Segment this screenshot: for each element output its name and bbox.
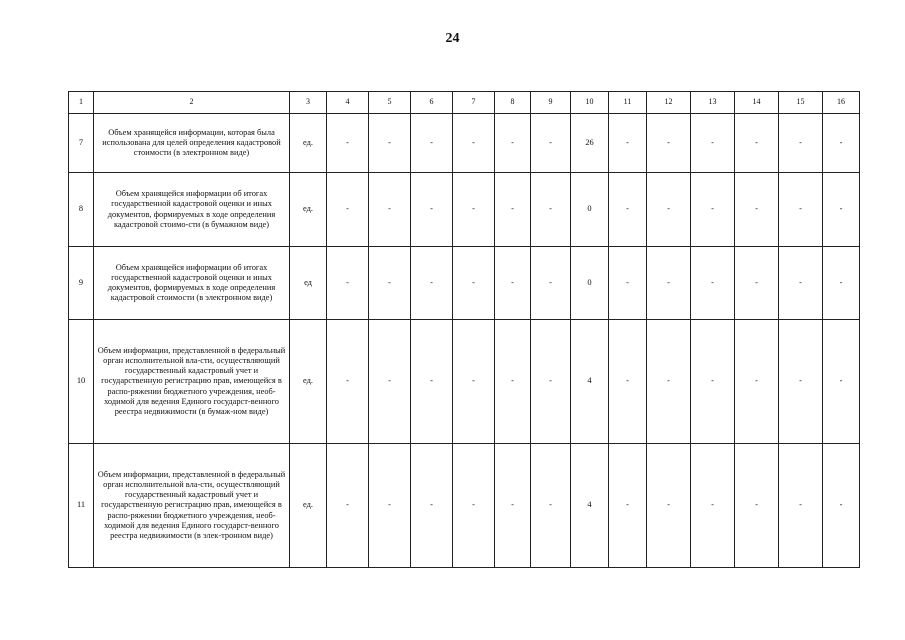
row-number: 10 <box>69 320 94 444</box>
row-unit: ед. <box>290 444 327 568</box>
header-cell: 1 <box>69 92 94 114</box>
header-cell: 13 <box>691 92 735 114</box>
table-row <box>69 320 860 444</box>
row-number: 7 <box>69 114 94 173</box>
value-cell: - <box>647 114 691 173</box>
value-cell: - <box>453 320 495 444</box>
row-unit: ед. <box>290 320 327 444</box>
header-cell: 16 <box>823 92 860 114</box>
data-table <box>68 91 860 568</box>
value-cell: - <box>779 320 823 444</box>
value-cell: - <box>495 247 531 320</box>
value-cell: - <box>823 173 860 247</box>
value-cell: 0 <box>571 173 609 247</box>
value-cell: - <box>779 173 823 247</box>
row-number: 8 <box>69 173 94 247</box>
value-cell: - <box>647 247 691 320</box>
value-cell: - <box>735 247 779 320</box>
value-cell: - <box>369 247 411 320</box>
value-cell: - <box>531 247 571 320</box>
value-cell: - <box>495 444 531 568</box>
header-cell: 8 <box>495 92 531 114</box>
value-cell: - <box>411 247 453 320</box>
page-number: 24 <box>445 31 460 46</box>
value-cell: - <box>495 320 531 444</box>
header-cell: 5 <box>369 92 411 114</box>
value-cell: - <box>531 173 571 247</box>
row-unit: ед. <box>290 173 327 247</box>
value-cell: - <box>609 247 647 320</box>
header-cell: 4 <box>327 92 369 114</box>
row-unit: ед <box>290 247 327 320</box>
value-cell: 4 <box>571 444 609 568</box>
row-description: Объем хранящейся информации, которая была использована для целей определения кадастровой стоимости (в электронном виде) <box>94 114 290 173</box>
row-number: 11 <box>69 444 94 568</box>
value-cell: - <box>647 320 691 444</box>
value-cell: - <box>735 320 779 444</box>
value-cell: - <box>823 444 860 568</box>
value-cell: - <box>495 173 531 247</box>
header-cell: 6 <box>411 92 453 114</box>
value-cell: - <box>647 173 691 247</box>
value-cell: - <box>735 114 779 173</box>
value-cell: - <box>327 114 369 173</box>
header-cell: 11 <box>609 92 647 114</box>
value-cell: - <box>735 444 779 568</box>
row-description: Объем информации, представленной в федеральный орган исполнительной вла-сти, осуществляющий государственный кадастровый учет и государственную регистрацию прав, имеющейся в распо-ряжении бюджетного учреждения, необ-ходимой для ведения Единого государст-венного реестра недвижимости (в элек-тронном виде) <box>94 444 290 568</box>
header-cell: 3 <box>290 92 327 114</box>
row-description: Объем хранящейся информации об итогах государственной кадастровой оценки и иных документов, формируемых в ходе определения кадастровой стоимости (в электронном виде) <box>94 247 290 320</box>
value-cell: - <box>609 320 647 444</box>
value-cell: - <box>647 444 691 568</box>
value-cell: - <box>495 114 531 173</box>
value-cell: - <box>691 114 735 173</box>
table-row <box>69 247 860 320</box>
table-row <box>69 114 860 173</box>
value-cell: - <box>779 247 823 320</box>
value-cell: - <box>779 114 823 173</box>
header-cell: 7 <box>453 92 495 114</box>
header-row <box>69 92 860 114</box>
value-cell: - <box>531 114 571 173</box>
value-cell: - <box>411 320 453 444</box>
value-cell: - <box>691 173 735 247</box>
value-cell: - <box>609 114 647 173</box>
row-number: 9 <box>69 247 94 320</box>
value-cell: - <box>735 173 779 247</box>
value-cell: - <box>691 247 735 320</box>
value-cell: - <box>369 444 411 568</box>
value-cell: 26 <box>571 114 609 173</box>
header-cell: 14 <box>735 92 779 114</box>
value-cell: - <box>327 247 369 320</box>
value-cell: - <box>369 173 411 247</box>
value-cell: - <box>531 320 571 444</box>
value-cell: - <box>369 114 411 173</box>
row-description: Объем хранящейся информации об итогах государственной кадастровой оценки и иных документов, формируемых в ходе определения кадастровой стоимо-сти (в бумажном виде) <box>94 173 290 247</box>
value-cell: - <box>411 114 453 173</box>
header-cell: 12 <box>647 92 691 114</box>
value-cell: 4 <box>571 320 609 444</box>
value-cell: - <box>609 173 647 247</box>
header-cell: 2 <box>94 92 290 114</box>
row-unit: ед. <box>290 114 327 173</box>
row-description: Объем информации, представленной в федеральный орган исполнительной вла-сти, осуществляющий государственный кадастровый учет и государственную регистрацию прав, имеющейся в распо-ряжении бюджетного учреждения, необ-ходимой для ведения Единого государст-венного реестра недвижимости (в бумаж-ном виде) <box>94 320 290 444</box>
value-cell: - <box>823 247 860 320</box>
value-cell: - <box>779 444 823 568</box>
value-cell: - <box>823 320 860 444</box>
value-cell: - <box>327 320 369 444</box>
value-cell: - <box>453 114 495 173</box>
table-row <box>69 173 860 247</box>
value-cell: - <box>691 444 735 568</box>
value-cell: - <box>327 444 369 568</box>
value-cell: - <box>327 173 369 247</box>
value-cell: - <box>369 320 411 444</box>
value-cell: - <box>453 173 495 247</box>
header-cell: 10 <box>571 92 609 114</box>
value-cell: - <box>411 444 453 568</box>
value-cell: - <box>691 320 735 444</box>
header-cell: 15 <box>779 92 823 114</box>
value-cell: 0 <box>571 247 609 320</box>
header-cell: 9 <box>531 92 571 114</box>
value-cell: - <box>453 247 495 320</box>
value-cell: - <box>609 444 647 568</box>
value-cell: - <box>411 173 453 247</box>
value-cell: - <box>453 444 495 568</box>
value-cell: - <box>531 444 571 568</box>
value-cell: - <box>823 114 860 173</box>
table-row <box>69 444 860 568</box>
